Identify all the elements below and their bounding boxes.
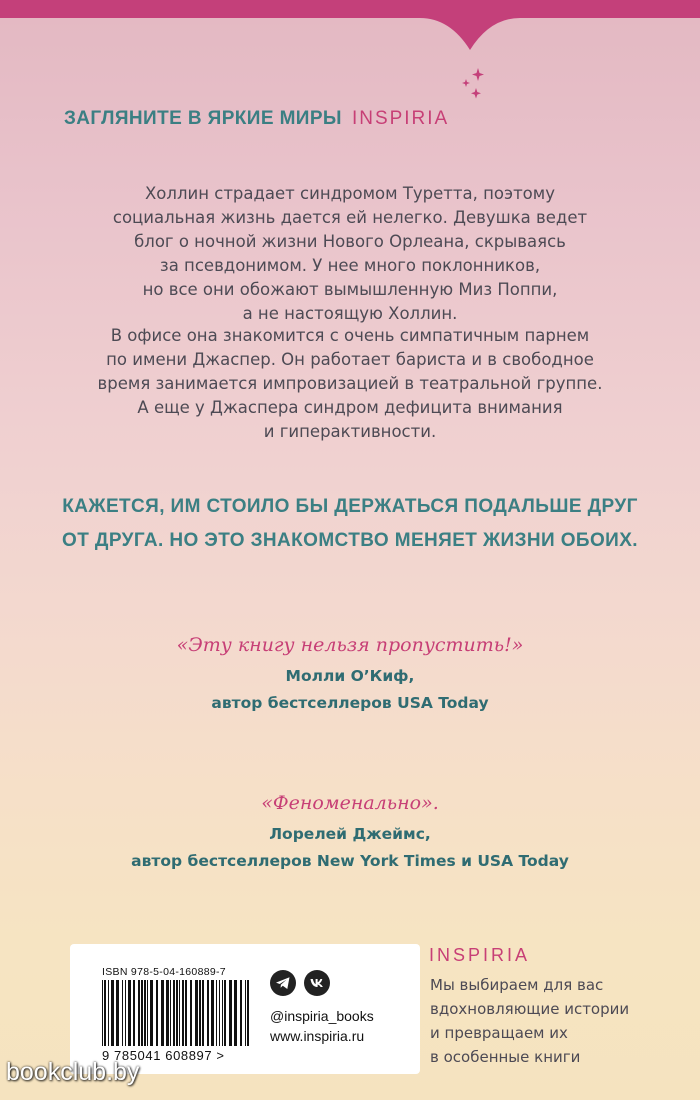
barcode-bar <box>176 980 178 1046</box>
synopsis-line: время занимается импровизацией в театральной группе. <box>97 374 603 393</box>
hook-line: ОТ ДРУГА. НО ЭТО ЗНАКОМСТВО МЕНЯЕТ ЖИЗНИ ОБОИХ. <box>62 530 638 551</box>
barcode-bar <box>182 980 184 1046</box>
synopsis-line: социальная жизнь дается ей нелегко. Девушка ведет <box>112 208 588 227</box>
barcode-bar <box>211 980 214 1046</box>
barcode-bar <box>116 980 119 1046</box>
motto-line: в особенные книги <box>430 1048 581 1066</box>
sparkle-icon <box>458 66 490 102</box>
publisher-motto <box>430 973 629 1069</box>
top-decorative-band <box>0 0 700 60</box>
blurb-author: Молли О’Киф, <box>285 667 415 685</box>
social-handle[interactable]: @inspiria_books <box>270 1008 374 1024</box>
barcode-bar <box>245 980 246 1046</box>
barcode-bar <box>144 980 146 1046</box>
barcode-bar <box>216 980 217 1046</box>
isbn-number: ISBN 978-5-04-160889-7 <box>102 966 226 978</box>
barcode-bar <box>247 980 249 1046</box>
isbn-info-box <box>70 944 420 1074</box>
tagline-brand: INSPIRIA <box>351 108 450 129</box>
barcode-bar <box>173 980 175 1046</box>
synopsis-line: В офисе она знакомится с очень симпатичным парнем <box>110 326 590 345</box>
synopsis-line: по имени Джаспер. Он работает бариста и в свободное <box>106 350 594 369</box>
tagline <box>64 108 449 130</box>
barcode-bar <box>128 980 131 1046</box>
barcode-bar <box>166 980 169 1046</box>
telegram-icon[interactable] <box>270 970 296 996</box>
synopsis-line: за псевдонимом. У нее много поклонников, <box>159 256 541 275</box>
barcode-bar <box>234 980 237 1046</box>
barcode-bar <box>125 980 126 1046</box>
barcode-bar <box>185 980 187 1046</box>
barcode-bar <box>133 980 135 1046</box>
barcode-bar <box>141 980 143 1046</box>
blurb-quote: «Феноменально». <box>261 792 439 814</box>
synopsis-line: А еще у Джаспера синдром дефицита внимания <box>137 398 563 417</box>
blurb-credential: автор бестселлеров New York Times и USA Today <box>131 852 569 870</box>
barcode-bar <box>207 980 209 1046</box>
barcode-bar <box>150 980 153 1046</box>
barcode-bar <box>111 980 114 1046</box>
barcode-bar <box>195 980 198 1046</box>
barcode-bar <box>179 980 180 1046</box>
barcode-bar <box>190 980 192 1046</box>
barcode-bar <box>219 980 220 1046</box>
barcode-bar <box>104 980 106 1046</box>
blurb-credential: автор бестселлеров USA Today <box>211 694 489 712</box>
motto-line: и превращаем их <box>430 1024 568 1042</box>
barcode-bar <box>170 980 171 1046</box>
barcode <box>100 980 252 1046</box>
synopsis-line: но все они обожают вымышленную Миз Поппи, <box>142 280 558 299</box>
website-link[interactable]: www.inspiria.ru <box>270 1028 365 1044</box>
barcode-bar <box>138 980 140 1046</box>
barcode-bar <box>202 980 204 1046</box>
blurb-quote: «Эту книгу нельзя пропустить!» <box>176 634 524 656</box>
synopsis-line: Холлин страдает синдромом Туретта, поэтому <box>145 184 555 203</box>
hook-statement <box>0 490 700 558</box>
barcode-digits: 9 785041 608897 > <box>102 1048 225 1063</box>
hook-line: КАЖЕТСЯ, ИМ СТОИЛО БЫ ДЕРЖАТЬСЯ ПОДАЛЬШЕ ДРУГ <box>62 496 638 517</box>
barcode-bar <box>156 980 158 1046</box>
blurb-attribution <box>0 663 700 717</box>
vk-icon[interactable] <box>304 970 330 996</box>
blurb-author: Лорелей Джеймс, <box>269 825 431 843</box>
synopsis-paragraph-1 <box>0 182 700 326</box>
barcode-bar <box>224 980 226 1046</box>
synopsis-line: а не настоящую Холлин. <box>242 304 458 323</box>
barcode-bar <box>147 980 148 1046</box>
tagline-text: ЗАГЛЯНИТЕ В ЯРКИЕ МИРЫ <box>64 108 342 129</box>
motto-line: Мы выбираем для вас <box>430 976 604 994</box>
synopsis-line: блог о ночной жизни Нового Орлеана, скрываясь <box>134 232 566 251</box>
barcode-bar <box>108 980 109 1046</box>
publisher-logo: INSPIRIA <box>429 945 531 965</box>
barcode-bar <box>229 980 232 1046</box>
synopsis-paragraph-2 <box>0 324 700 444</box>
site-watermark: bookclub.by <box>6 1058 140 1086</box>
synopsis-line: и гиперактивности. <box>263 422 437 441</box>
barcode-bar <box>122 980 123 1046</box>
blurb-attribution <box>0 821 700 875</box>
motto-line: вдохновляющие истории <box>430 1000 630 1018</box>
barcode-bar <box>102 980 103 1046</box>
barcode-bar <box>161 980 164 1046</box>
barcode-bar <box>222 980 223 1046</box>
barcode-bar <box>240 980 242 1046</box>
barcode-bar <box>199 980 201 1046</box>
